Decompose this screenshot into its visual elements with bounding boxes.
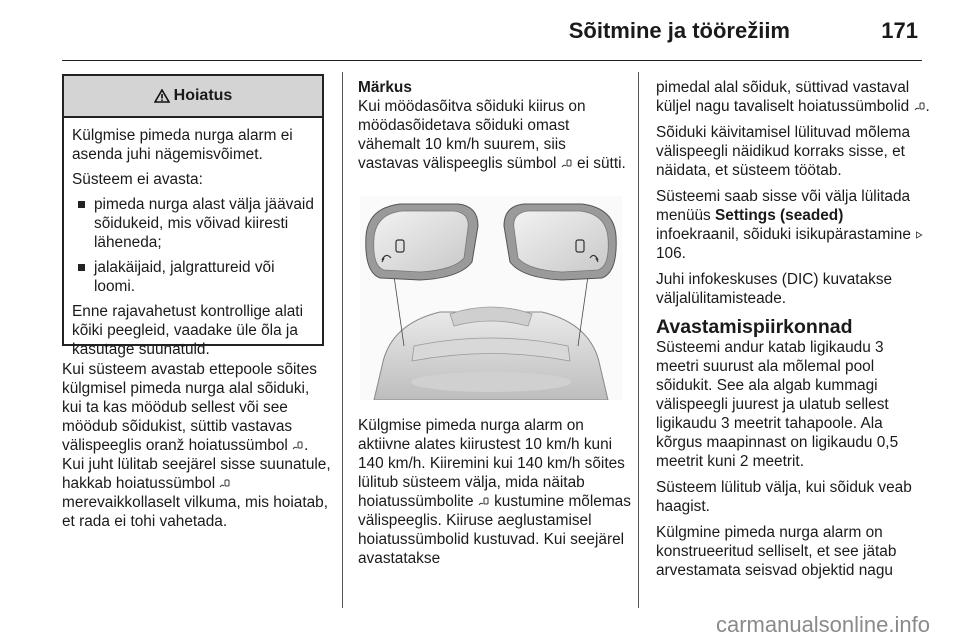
page-reference: 106. [656, 245, 686, 262]
warning-paragraph: Külgmise pimeda nurga alarm ei asenda juhi nägemisvõimet. [72, 127, 293, 163]
warning-box [62, 74, 324, 358]
body-paragraph: Kui süsteem avastab ettepoole sõites külgmisel pimeda nurga alal sõiduki, kui ta kas möödub sellest või see möödub sõidukist, süttib vastavas välispeeglis oranž hoiatussümbol . Kui juht lülitab seejärel sisse suunatule, hakkab hoiatussümbol merevaikkollaselt vilkuma, mis hoiatab, et rada ei tohi vahetada. [62, 361, 331, 530]
section-heading: Avastamispiirkonnad [656, 316, 853, 338]
blind-spot-symbol-icon [292, 441, 304, 451]
warning-paragraph: Süsteem ei avasta: [72, 171, 203, 188]
blind-spot-symbol-icon [914, 102, 926, 112]
column-divider-1 [342, 72, 343, 608]
bullet-square-icon [78, 264, 85, 271]
body-paragraph: pimedal alal sõiduk, süttivad vastaval küljel nagu tavaliselt hoiatussümbolid . [656, 79, 930, 115]
blind-spot-symbol-icon [478, 497, 490, 507]
menu-name: Settings (seaded) [715, 207, 844, 224]
body-paragraph: Sõiduki käivitamisel lülituvad mõlema välispeegli näidikud korraks sisse, et näidata, et süsteem töötab. [656, 124, 911, 179]
bullet-square-icon [78, 201, 85, 208]
warning-bullet: pimeda nurga alast välja jäävaid sõidukeid, mis võivad kiiresti läheneda; [72, 195, 314, 252]
watermark: carmanualsonline.info [715, 612, 930, 637]
warning-title: Hoiatus [173, 87, 233, 104]
column-1-text [62, 360, 332, 538]
column-2-note [358, 78, 628, 180]
body-paragraph: Süsteem lülitub välja, kui sõiduk veab haagist. [656, 479, 912, 515]
warning-paragraph: Enne rajavahetust kontrollige alati kõiki peegleid, vaadake üle õla ja kasutage suunatuld. [72, 303, 304, 358]
warning-box-header [64, 76, 322, 118]
warning-content [64, 118, 322, 359]
chapter-title: Sõitmine ja töörežiim [568, 18, 790, 43]
column-divider-2 [638, 72, 639, 608]
body-paragraph: Juhi infokeskuses (DIC) kuvatakse väljalülitamisteade. [656, 271, 893, 307]
page-number: 171 [881, 18, 918, 43]
warning-bullet: jalakäijaid, jalgrattureid või loomi. [72, 258, 314, 296]
page-reference-arrow-icon [915, 230, 924, 240]
blind-spot-symbol-icon [219, 479, 231, 489]
side-mirrors-illustration [360, 196, 622, 400]
note-paragraph: Kui möödasõitva sõiduki kiirus on möödasõidetava sõiduki omast vähemalt 10 km/h suurem, siis vastavas välispeeglis sümbol ei sütti. [358, 98, 626, 172]
warning-triangle-icon [154, 89, 170, 103]
body-paragraph: Süsteemi andur katab ligikaudu 3 meetri suurust ala mõlemal pool sõidukit. See ala algab kummagi välispeegli juurest ja ulatub sellest ligikaudu 3 meetrit tahapoole. Ala kõrgus maapinnast on ligikaudu 0,5 meetrit kuni 2 meetrit. [656, 339, 899, 470]
column-3-text [656, 78, 930, 587]
note-title: Märkus [358, 79, 412, 96]
body-paragraph: Süsteemi saab sisse või välja lülitada menüüs Settings (seaded) infoekraanil, sõiduki isikupärastamine 106. [656, 187, 930, 263]
body-paragraph: Külgmine pimeda nurga alarm on konstrueeritud selliselt, et see jätab arvestamata seisvad objektid nagu [656, 524, 897, 579]
column-2-text [358, 416, 632, 575]
body-paragraph: Külgmise pimeda nurga alarm on aktiivne alates kiirustest 10 km/h kuni 140 km/h. Kiiremini kui 140 km/h sõites lülitub süsteem välja, mida näitab hoiatussümbolite kustumine mõlemas välispeeglis. Kiiruse aeglustamisel hoiatussümbolid kustuvad. Kui seejärel avastatakse [358, 417, 631, 567]
header-divider [62, 60, 922, 61]
blind-spot-symbol-icon [561, 159, 573, 169]
